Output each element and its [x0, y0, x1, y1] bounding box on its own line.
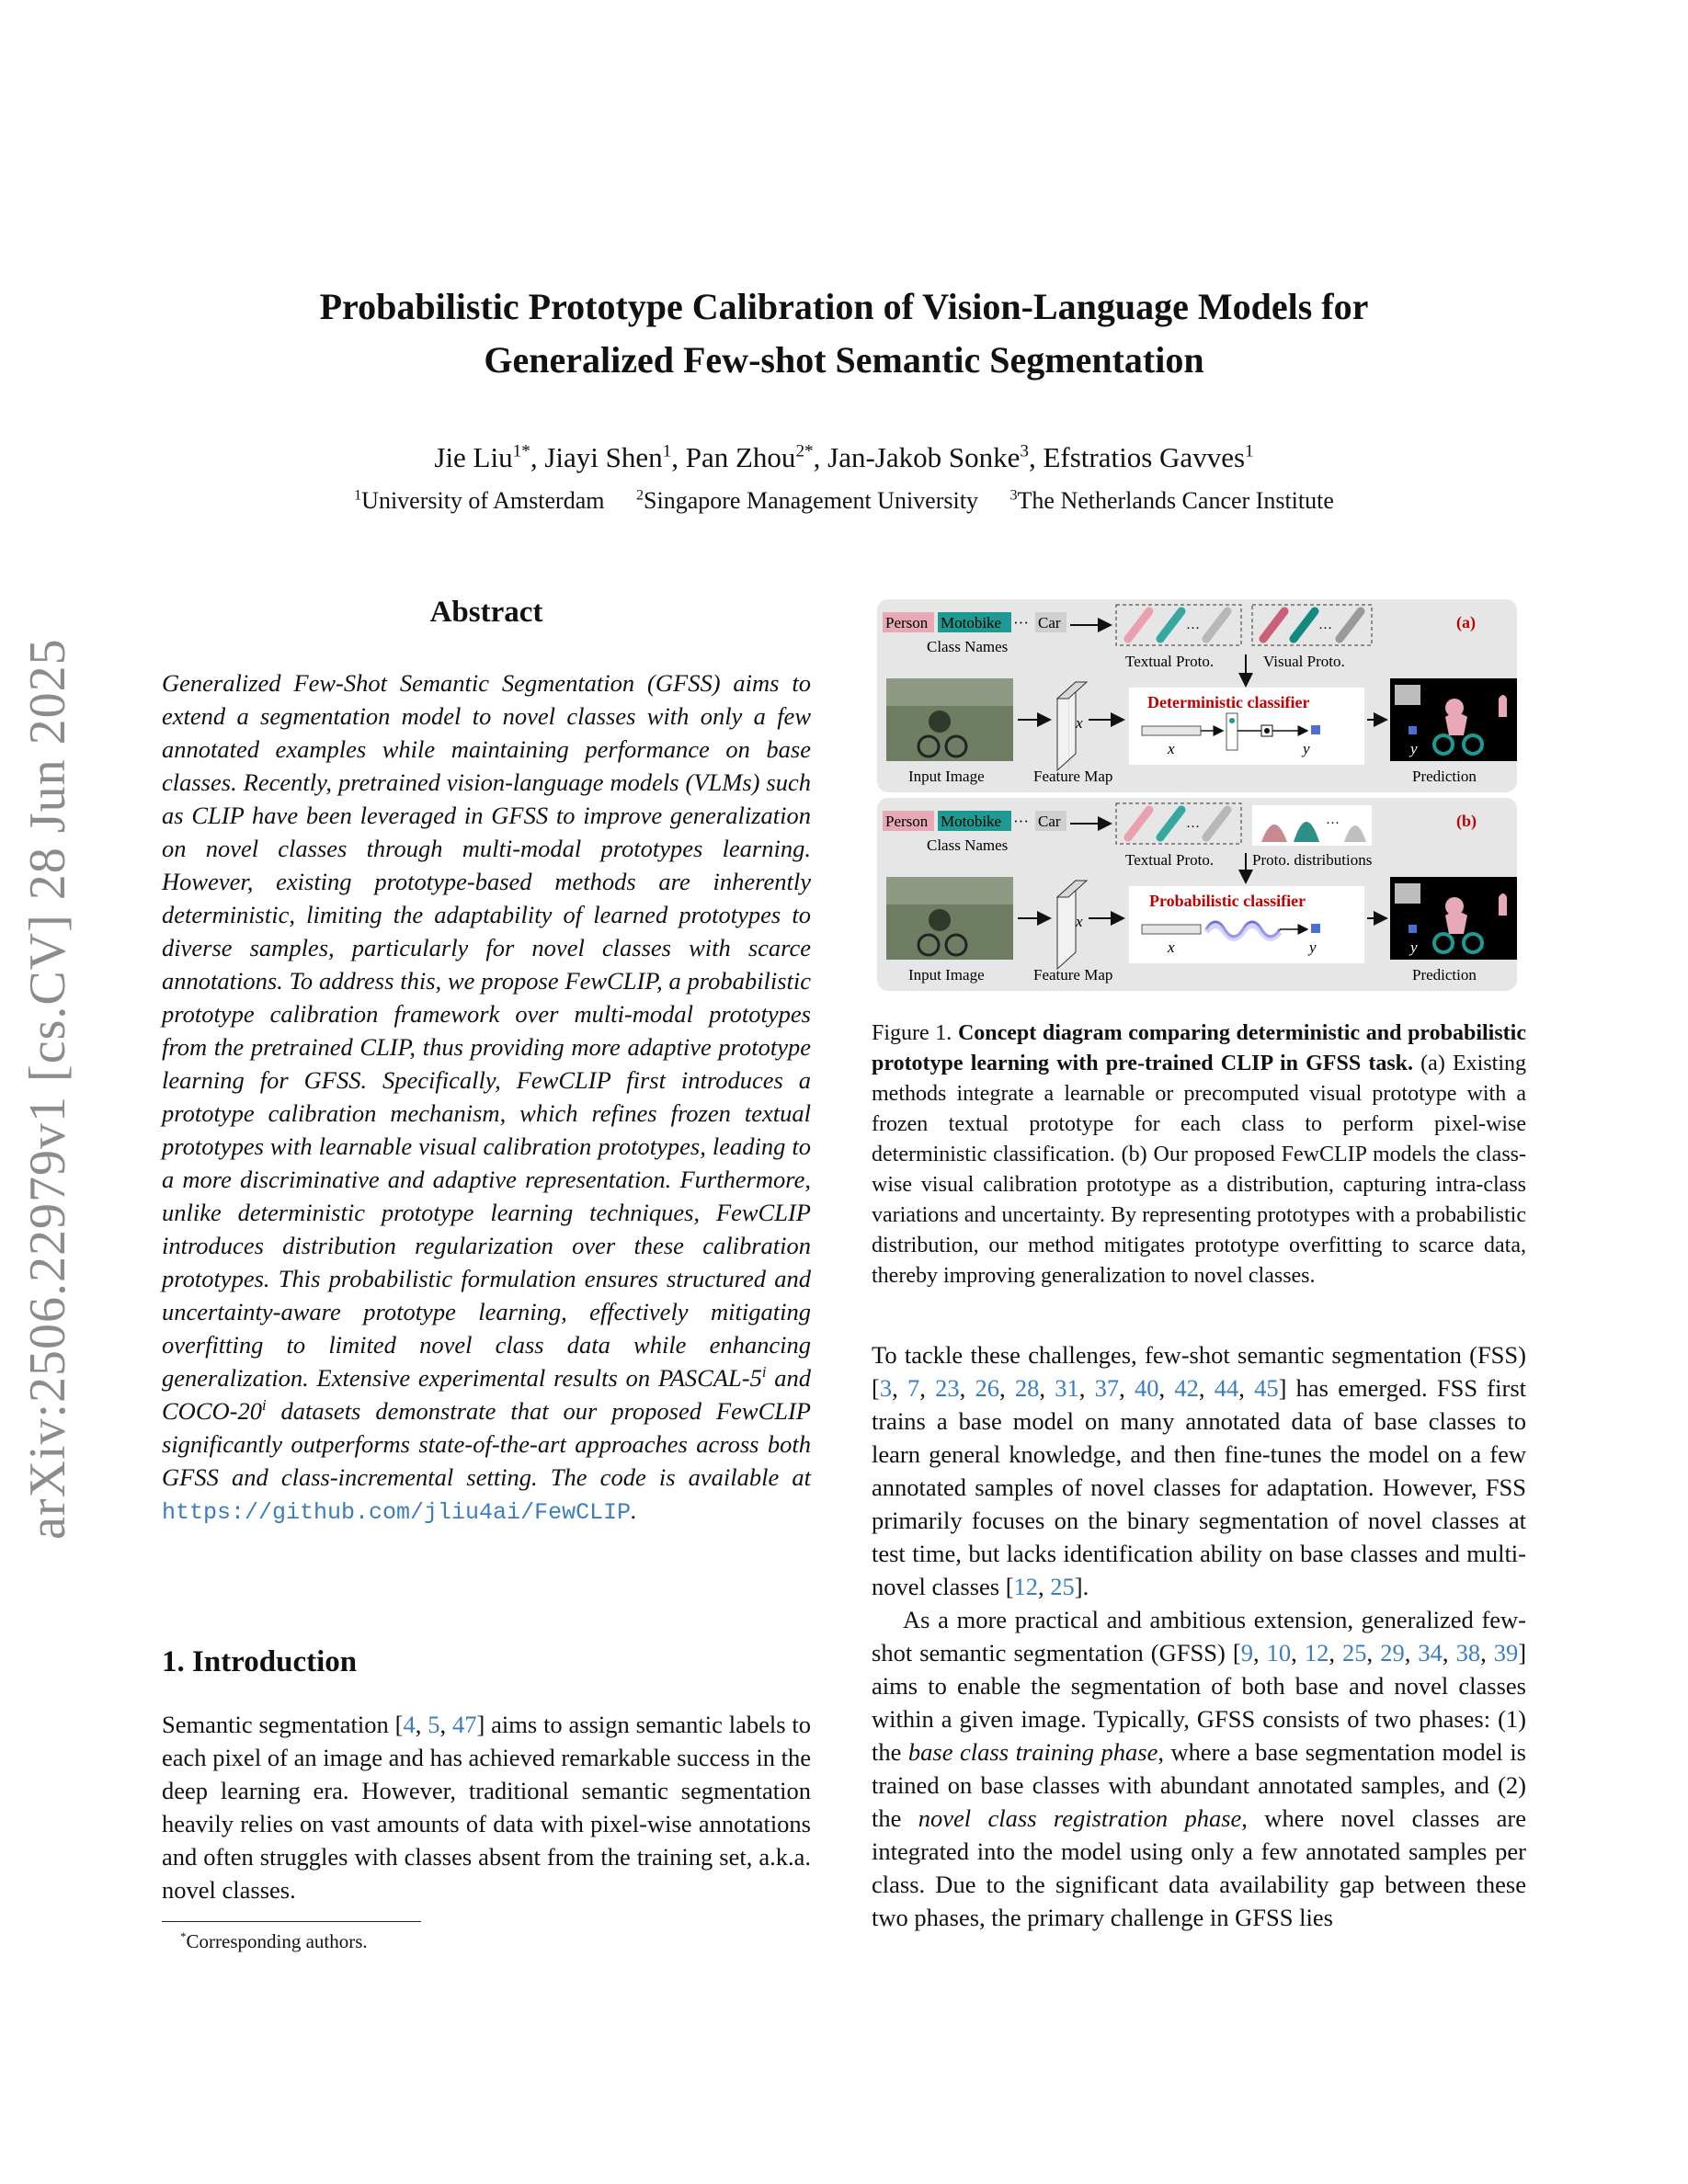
- right-column-body: [872, 1338, 1526, 1934]
- figure-1-caption: Figure 1. Concept diagram comparing deterministic and probabilistic prototype learning with pre-trained CLIP in GFSS task. (a) Existing methods integrate a learnable or precomputed visual prototype with a frozen textual prototype for each class to perform pixel-wise deterministic classification. (b) Our proposed FewCLIP models the class-wise visual calibration prototype as a distribution, capturing intra-class variations and uncertainty. By representing prototypes with a probabilistic distribution, our method mitigates prototype overfitting to scarce data, thereby improving generalization to novel classes.: [872, 1021, 1526, 1288]
- author-name: Jan-Jakob Sonke: [827, 441, 1021, 473]
- arxiv-stamp: [18, 607, 94, 1572]
- svg-text:x: x: [1076, 913, 1083, 930]
- svg-text:···: ···: [1186, 621, 1200, 636]
- svg-text:Input Image: Input Image: [908, 966, 985, 984]
- citation-link[interactable]: 23: [935, 1374, 960, 1402]
- svg-text:Car: Car: [1038, 813, 1061, 830]
- citation-link[interactable]: 12: [1304, 1639, 1329, 1666]
- probabilistic-classifier-label: Probabilistic classifier: [1149, 892, 1306, 910]
- svg-text:Input Image: Input Image: [908, 768, 985, 785]
- author-name: Jie Liu: [434, 441, 513, 473]
- svg-text:y: y: [1410, 938, 1418, 956]
- svg-text:Class Names: Class Names: [927, 836, 1009, 854]
- svg-text:Textual Proto.: Textual Proto.: [1125, 653, 1215, 670]
- svg-text:Motobike: Motobike: [941, 614, 1002, 631]
- footnote-rule: [162, 1921, 421, 1922]
- citation-link[interactable]: 40: [1134, 1374, 1159, 1402]
- author-name: Pan Zhou: [685, 441, 796, 473]
- citation-link[interactable]: 42: [1174, 1374, 1199, 1402]
- abstract-heading: Abstract: [429, 596, 543, 629]
- citation-link[interactable]: 47: [451, 1711, 477, 1738]
- panel-label: (a): [1456, 613, 1476, 631]
- title-line-1: Probabilistic Prototype Calibration of Vision-Language Models for: [319, 286, 1369, 327]
- footnote: *Corresponding authors.: [180, 1929, 368, 1952]
- author-mark: 1: [1245, 441, 1254, 461]
- citation-link[interactable]: 34: [1418, 1639, 1443, 1666]
- citation-link[interactable]: 44: [1214, 1374, 1239, 1402]
- intro-paragraph: Semantic segmentation [4, 5, 47] aims to assign semantic labels to each pixel of an image and has achieved remarkable success in the deep learning era. However, traditional semantic segmentation heavily relies on vast amounts of data with pixel-wise annotations and often struggles with classes absent from the training set, a.k.a. novel classes.: [162, 1711, 812, 1904]
- author-list: Jie Liu$^{1*}$, Jiayi Shen$^1$, Pan Zhou$^{2*}$, Jan-Jakob Sonke$^3$, Efstratios Gavves$^1$: [434, 441, 1254, 473]
- citation-link[interactable]: 3: [879, 1374, 893, 1402]
- svg-text:Feature Map: Feature Map: [1033, 966, 1113, 984]
- affiliation: $^2$Singapore Management University: [635, 487, 978, 514]
- citation-link[interactable]: 37: [1094, 1374, 1120, 1402]
- arxiv-id: arXiv:2506.22979v1 [cs.CV] 28 Jun 2025: [19, 638, 76, 1541]
- author-mark: 1: [662, 441, 672, 461]
- svg-text:x: x: [1076, 714, 1083, 732]
- body-paragraph: To tackle these challenges, few-shot semantic segmentation (FSS) [3, 7, 23, 26, 28, 31, 37, 40, 42, 44, 45] has emerged. FSS first trains a base model on many annotated data of base classes to learn general knowledge, and then fine-tunes the model on a few annotated samples of novel classes for adaptation. However, FSS primarily focuses on the binary segmentation of novel classes at test time, but lacks identification ability on base classes and multi-novel classes [12, 25].: [872, 1341, 1526, 1600]
- svg-text:Prediction: Prediction: [1412, 768, 1477, 785]
- citation-link[interactable]: 45: [1254, 1374, 1279, 1402]
- citation-link[interactable]: 26: [975, 1374, 999, 1402]
- body-paragraph: As a more practical and ambitious extension, generalized few-shot semantic segmentation (GFSS) [9, 10, 12, 25, 29, 34, 38, 39] aims to enable the segmentation of both base and novel classes within a given image. Typically, GFSS consists of two phases: (1) the base class training phase, where a base segmentation model is trained on base classes with abundant annotated samples, and (2) the novel class registration phase, where novel classes are integrated into the model using only a few annotated samples per class. Due to the significant data availability gap between these two phases, the primary challenge in GFSS lies: [872, 1606, 1527, 1931]
- abstract-body: Generalized Few-Shot Semantic Segmentation (GFSS) aims to extend a segmentation model to novel classes with only a few annotated examples while maintaining performance on base classes. Recently, pretrained vision-language models (VLMs) such as CLIP have been leveraged in GFSS to improve generalization on novel classes through multi-modal prototypes learning. However, existing prototype-based methods are inherently deterministic, limiting the adaptability of learned prototypes to diverse samples, particularly for novel classes with scarce annotations. To address this, we propose FewCLIP, a probabilistic prototype calibration framework over multi-modal prototypes from the pretrained CLIP, thus providing more adaptive prototype learning for GFSS. Specifically, FewCLIP first introduces a prototype calibration mechanism, which refines frozen textual prototypes with learnable visual calibration prototypes, leading to a more discriminative and adaptive representation. Furthermore, unlike deterministic prototype learning techniques, FewCLIP introduces distribution regularization over these calibration prototypes. This probabilistic formulation ensures structured and uncertainty-aware prototype learning, effectively mitigating overfitting to limited novel class data while enhancing generalization. Extensive experimental results on PASCAL-5$^i$ and COCO-20$^i$ datasets demonstrate that our proposed FewCLIP significantly outperforms state-of-the-art approaches across both GFSS and class-incremental setting. The code is available at https://github.com/jliu4ai/FewCLIP.: [162, 669, 811, 1526]
- paper-title: [0, 280, 1688, 387]
- svg-text:Prediction: Prediction: [1412, 966, 1477, 984]
- title-line-2: Generalized Few-shot Semantic Segmentation: [484, 339, 1204, 381]
- svg-text:···: ···: [1013, 614, 1029, 631]
- deterministic-classifier-label: Deterministic classifier: [1147, 693, 1310, 711]
- svg-text:y: y: [1410, 740, 1418, 757]
- svg-text:Proto. distributions: Proto. distributions: [1252, 851, 1373, 869]
- citation-link[interactable]: 10: [1266, 1639, 1292, 1666]
- svg-text:y: y: [1309, 938, 1317, 956]
- citation-link[interactable]: 29: [1380, 1639, 1405, 1666]
- author-name: Jiayi Shen: [544, 441, 663, 473]
- svg-text:Person: Person: [885, 813, 929, 830]
- panel-label: (b): [1456, 812, 1477, 830]
- affiliation: $^3$The Netherlands Cancer Institute: [1009, 487, 1334, 514]
- svg-text:y: y: [1303, 740, 1310, 757]
- citation-link[interactable]: 25: [1050, 1573, 1075, 1600]
- author-mark: 2*: [795, 441, 814, 461]
- citation-link[interactable]: 39: [1493, 1639, 1519, 1666]
- svg-text:Visual Proto.: Visual Proto.: [1263, 653, 1345, 670]
- author-mark: 3: [1020, 441, 1029, 461]
- section-heading-introduction: 1. Introduction: [162, 1645, 358, 1678]
- svg-text:···: ···: [1318, 621, 1332, 636]
- svg-text:Textual Proto.: Textual Proto.: [1125, 851, 1215, 869]
- code-link[interactable]: https://github.com/jliu4ai/FewCLIP: [162, 1499, 632, 1526]
- affiliation-list: [0, 485, 1688, 517]
- svg-text:x: x: [1168, 938, 1175, 956]
- author-name: Efstratios Gavves: [1043, 441, 1246, 473]
- figure-1-diagram: [875, 597, 1519, 993]
- svg-text:Class Names: Class Names: [927, 638, 1009, 655]
- svg-text:x: x: [1168, 740, 1175, 757]
- svg-text:Car: Car: [1038, 614, 1061, 631]
- author-mark: 1*: [512, 441, 530, 461]
- svg-text:···: ···: [1186, 820, 1200, 835]
- svg-text:Feature Map: Feature Map: [1033, 768, 1113, 785]
- citation-link[interactable]: 7: [907, 1374, 920, 1402]
- svg-text:···: ···: [1326, 816, 1340, 831]
- svg-text:···: ···: [1013, 813, 1029, 830]
- citation-link[interactable]: 31: [1055, 1374, 1079, 1402]
- svg-text:Motobike: Motobike: [941, 813, 1002, 830]
- svg-text:Person: Person: [885, 614, 929, 631]
- citation-link[interactable]: 9: [1240, 1639, 1253, 1666]
- affiliation: $^1$University of Amsterdam: [354, 487, 605, 514]
- citation-link[interactable]: 5: [428, 1711, 440, 1738]
- citation-link[interactable]: 4: [403, 1711, 416, 1738]
- citation-link[interactable]: 28: [1014, 1374, 1040, 1402]
- citation-link[interactable]: 12: [1013, 1573, 1039, 1600]
- citation-link[interactable]: 38: [1455, 1639, 1481, 1666]
- citation-link[interactable]: 25: [1342, 1639, 1367, 1666]
